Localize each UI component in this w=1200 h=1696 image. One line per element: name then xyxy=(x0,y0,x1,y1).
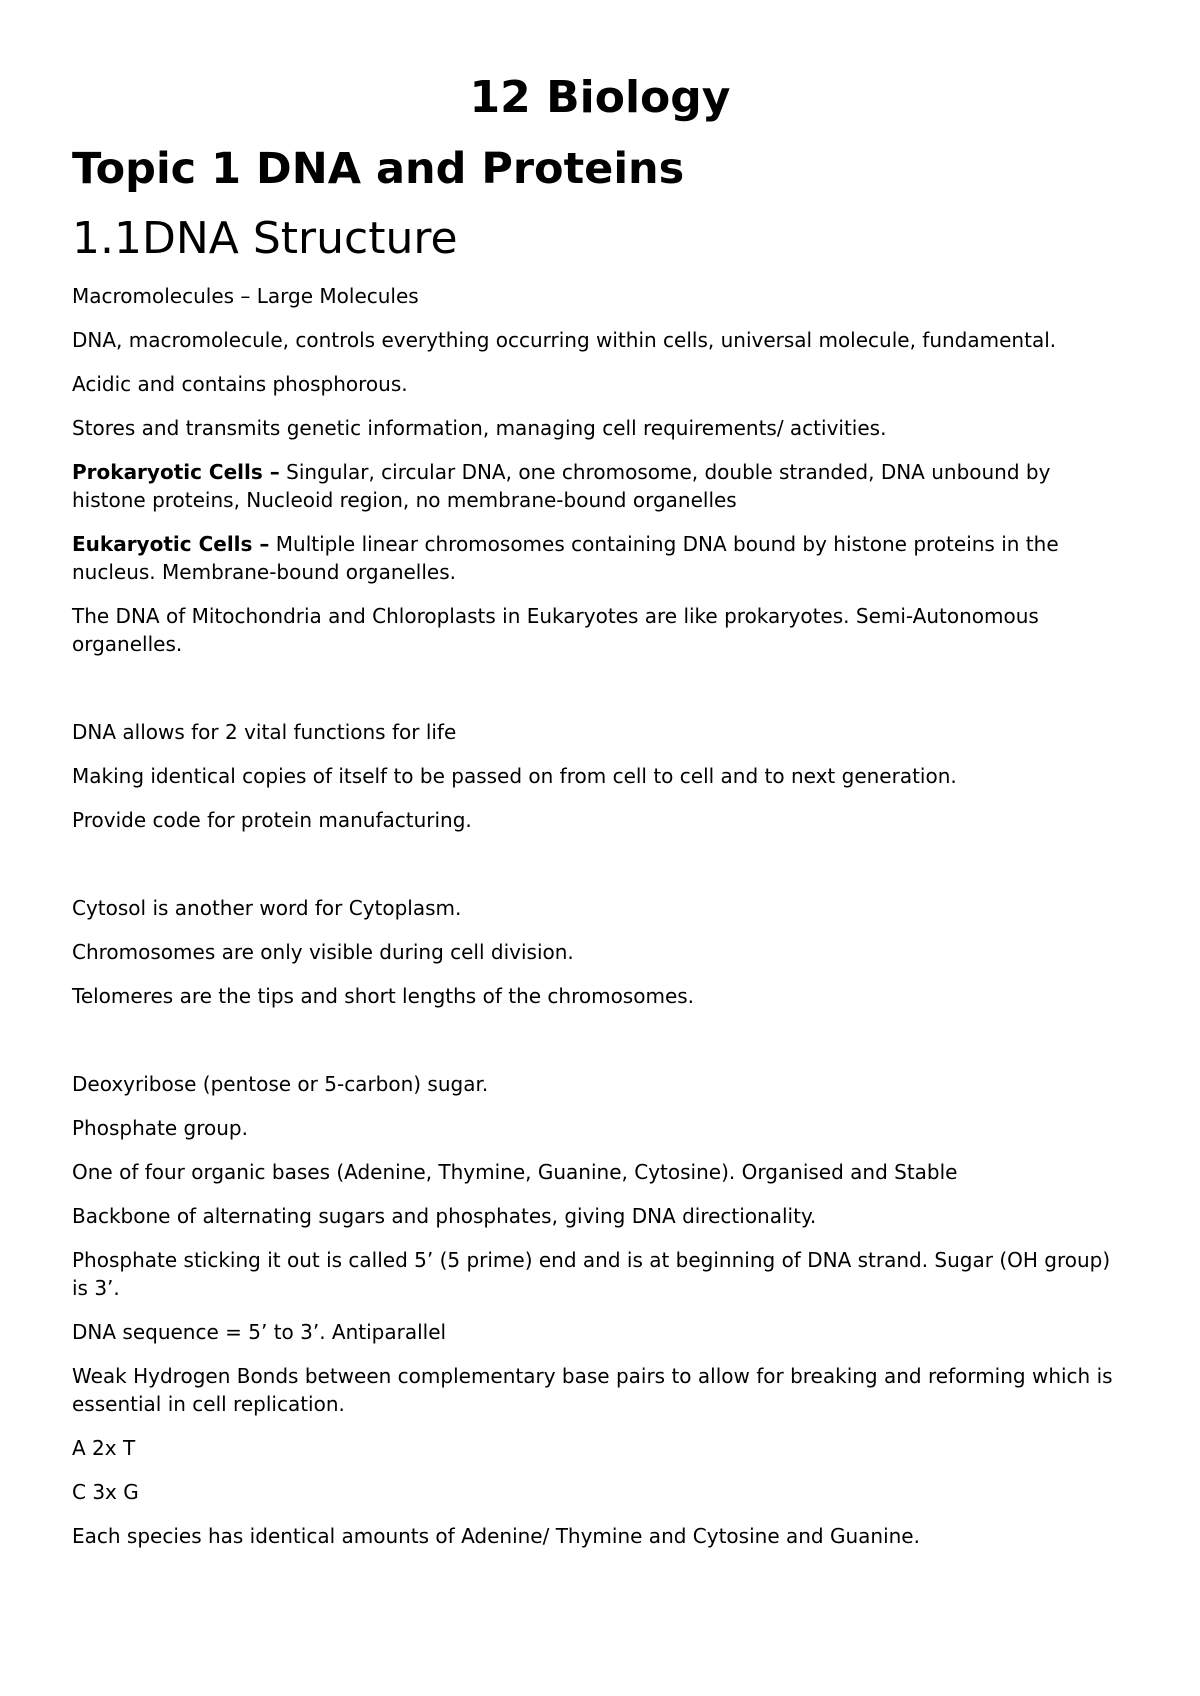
eukaryotic-label: Eukaryotic Cells – xyxy=(72,532,270,556)
paragraph: Each species has identical amounts of Adenine/ Thymine and Cytosine and Guanine. xyxy=(72,1524,920,1548)
prokaryotic-text: Singular, circular DNA, one chromosome, double stranded, DNA unbound by histone proteins, Nucleoid region, no membrane-bound organelles xyxy=(72,460,1051,512)
paragraph: DNA sequence = 5’ to 3’. Antiparallel xyxy=(72,1320,447,1344)
paragraph: Weak Hydrogen Bonds between complementary base pairs to allow for breaking and reforming which is essential in cell replication. xyxy=(72,1364,1113,1416)
paragraph: Macromolecules – Large Molecules xyxy=(72,284,419,308)
paragraph: One of four organic bases (Adenine, Thymine, Guanine, Cytosine). Organised and Stable xyxy=(72,1160,958,1184)
topic-heading: Topic 1 DNA and Proteins xyxy=(72,144,685,194)
blank-line xyxy=(72,1026,1128,1070)
paragraph: Backbone of alternating sugars and phosphates, giving DNA directionality. xyxy=(72,1204,817,1228)
paragraph: Chromosomes are only visible during cell division. xyxy=(72,940,574,964)
paragraph: DNA, macromolecule, controls everything occurring within cells, universal molecule, fundamental. xyxy=(72,328,1057,352)
paragraph: Deoxyribose (pentose or 5-carbon) sugar. xyxy=(72,1072,489,1096)
eukaryotic-text: Multiple linear chromosomes containing DNA bound by histone proteins in the nucleus. Membrane-bound organelles. xyxy=(72,532,1059,584)
paragraph: A 2x T xyxy=(72,1436,136,1460)
paragraph: Telomeres are the tips and short lengths of the chromosomes. xyxy=(72,984,695,1008)
prokaryotic-label: Prokaryotic Cells – xyxy=(72,460,280,484)
paragraph: The DNA of Mitochondria and Chloroplasts in Eukaryotes are like prokaryotes. Semi-Autonomous organelles. xyxy=(72,604,1039,656)
paragraph: C 3x G xyxy=(72,1480,139,1504)
paragraph: Stores and transmits genetic information, managing cell requirements/ activities. xyxy=(72,416,887,440)
paragraph: Phosphate group. xyxy=(72,1116,248,1140)
blank-line xyxy=(72,850,1128,894)
paragraph: Cytosol is another word for Cytoplasm. xyxy=(72,896,462,920)
paragraph: Provide code for protein manufacturing. xyxy=(72,808,472,832)
paragraph: DNA allows for 2 vital functions for life xyxy=(72,720,457,744)
paragraph: Phosphate sticking it out is called 5’ (5 prime) end and is at beginning of DNA strand. Sugar (OH group) is 3’. xyxy=(72,1248,1111,1300)
paragraph: Making identical copies of itself to be passed on from cell to cell and to next generation. xyxy=(72,764,957,788)
section-heading: 1.1DNA Structure xyxy=(72,213,458,264)
paragraph-eukaryotic xyxy=(72,530,1128,586)
document-title: 12 Biology xyxy=(469,72,731,123)
blank-line xyxy=(72,674,1128,718)
paragraph-prokaryotic xyxy=(72,458,1128,514)
paragraph: Acidic and contains phosphorous. xyxy=(72,372,408,396)
